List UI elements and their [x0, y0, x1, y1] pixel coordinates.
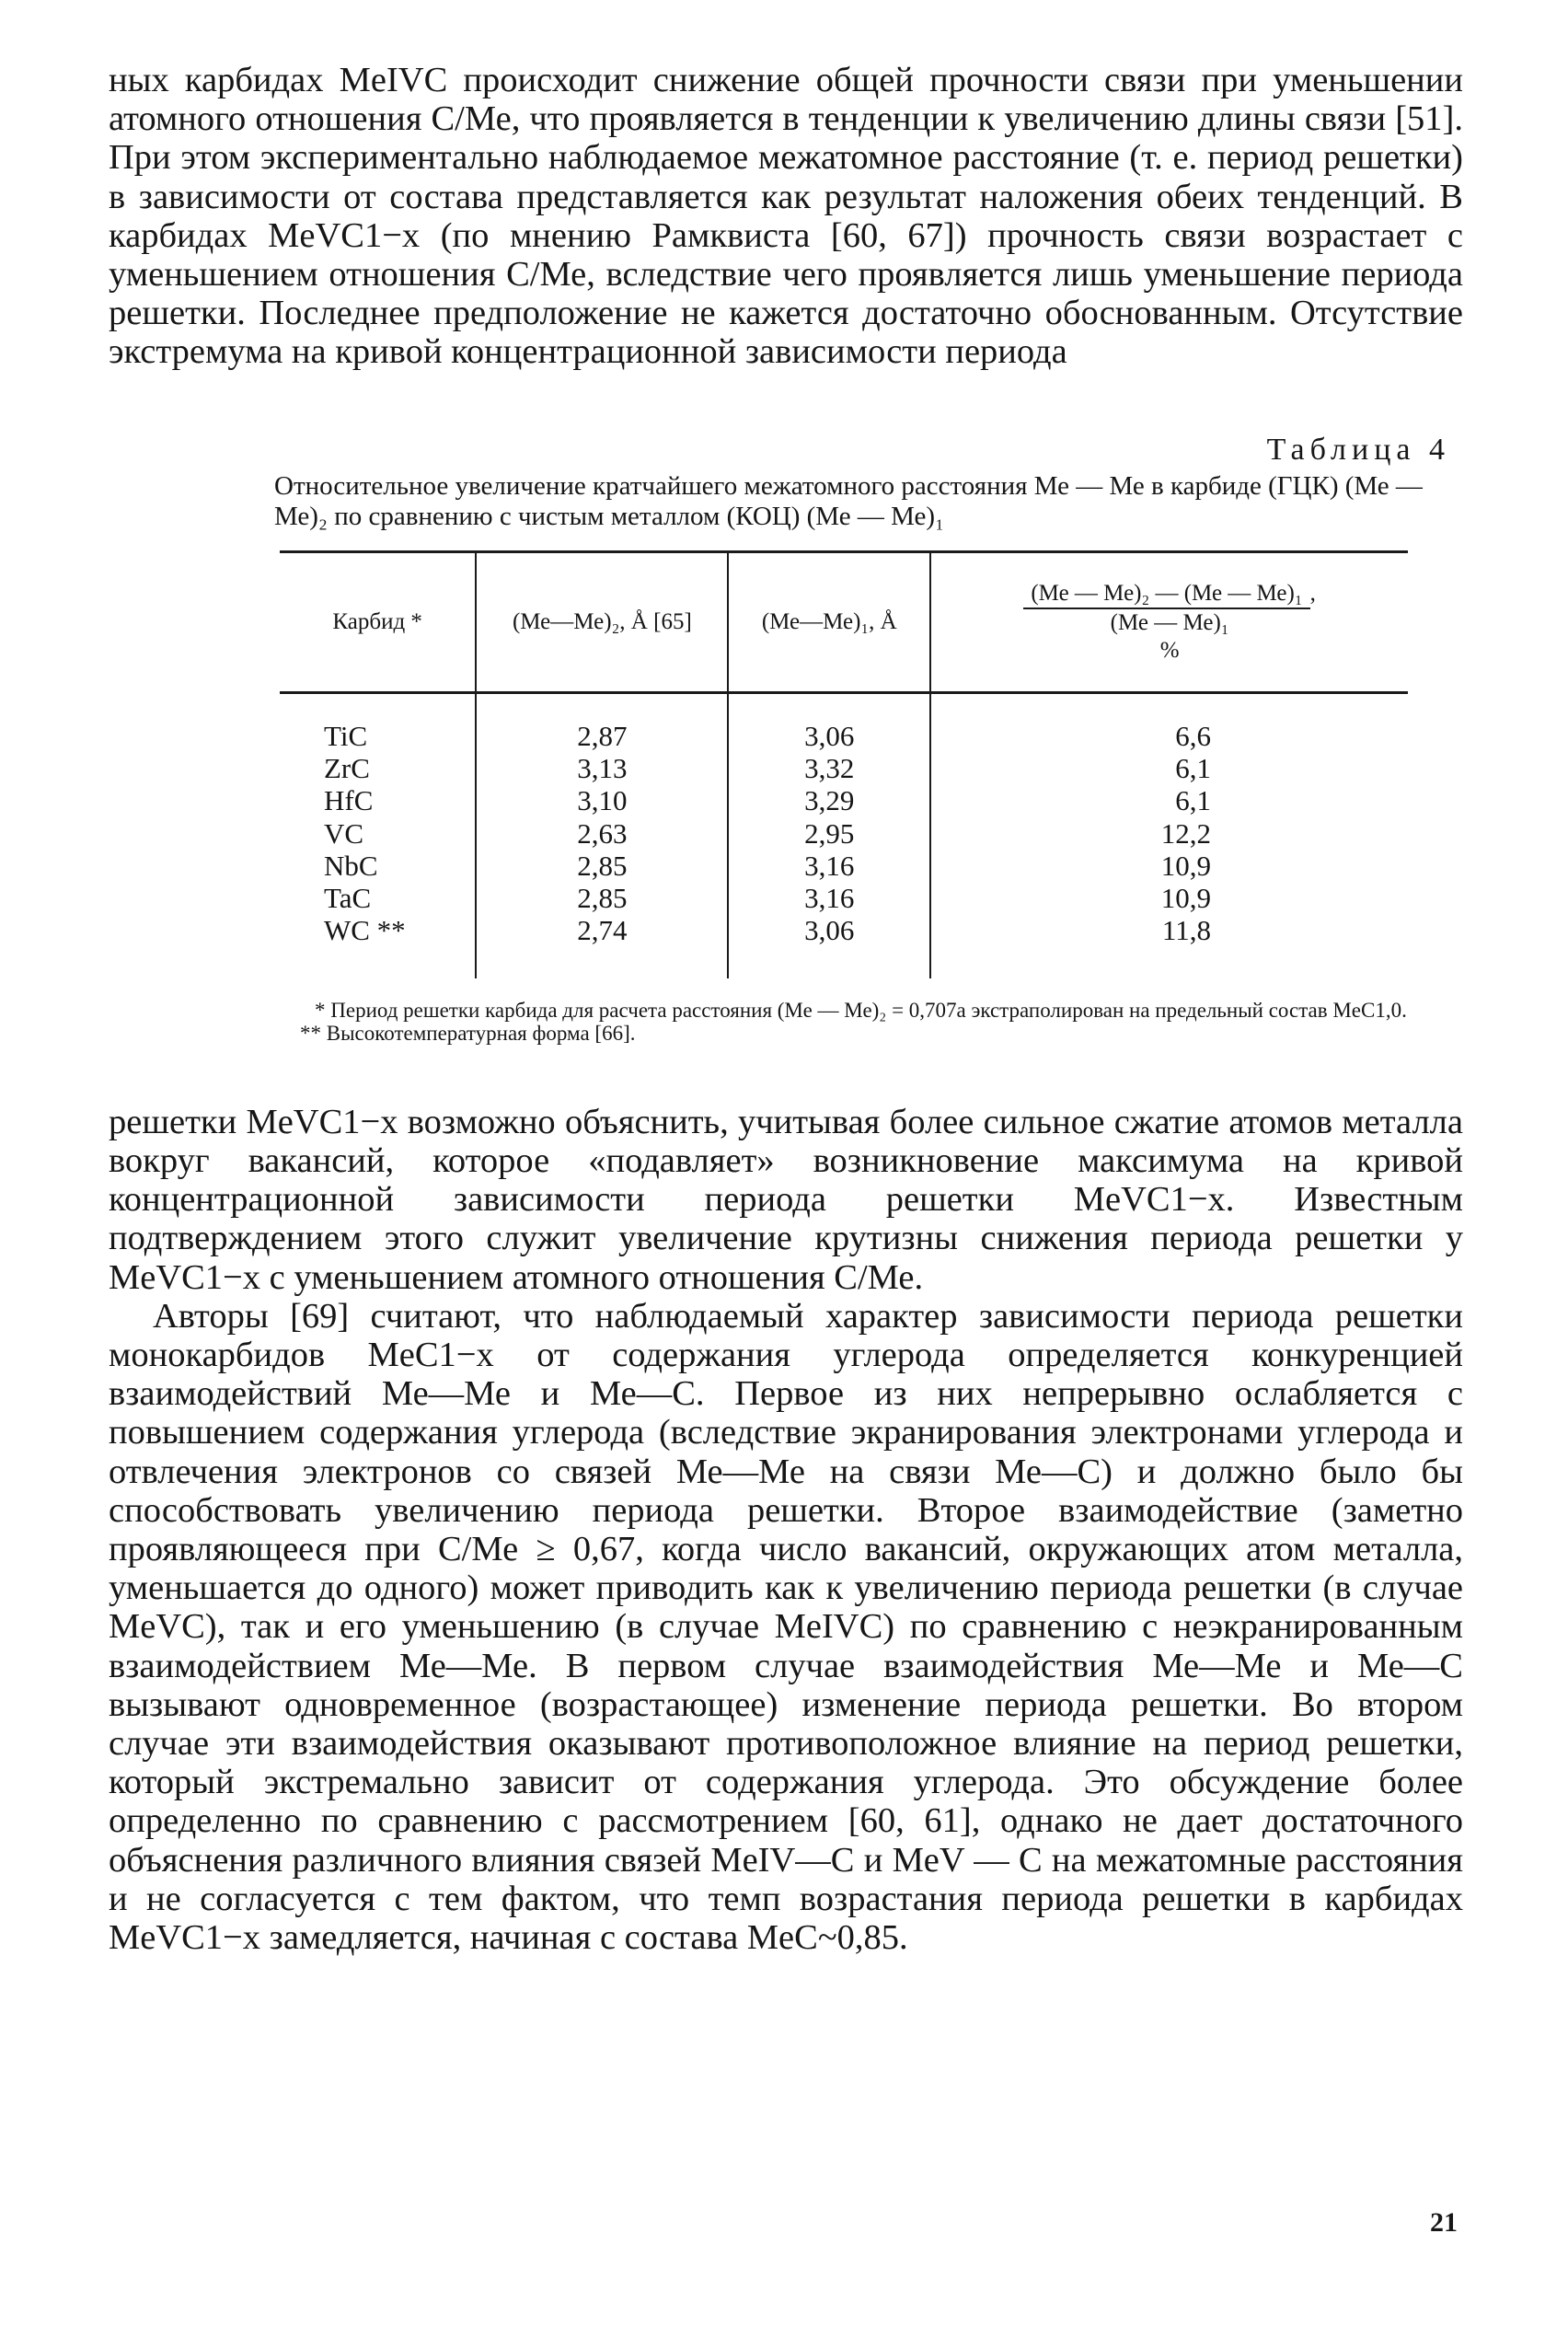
- header-me-me-1: (Ме—Ме)₁, Å: [728, 551, 930, 692]
- table-caption: Относительное увеличение кратчайшего межатомного расстояния Ме — Ме в карбиде (ГЦК) (Ме — Ме)₂ по сравнению с чистым металлом (КОЦ) (Ме — Ме)₁: [274, 470, 1423, 531]
- footnote-high-temperature: ** Высокотемпературная форма [66].: [300, 1022, 636, 1046]
- paragraph-continued: решетки MeVC1−x возможно объяснить, учитывая более сильное сжатие атомов металла вокруг вакансий, которое «подавляет» возникновение максимума на кривой концентрационной зависимости периода решетки MeVC1−x. Известным подтверждением этого служит увеличение крутизны снижения периода решетки у MeVC1−x с уменьшением атомного отношения С/Ме.: [109, 1102, 1463, 1297]
- carbide-table: [280, 550, 1408, 978]
- paragraph-intro: ных карбидах MeIVC происходит снижение общей прочности связи при уменьшении атомного отношения С/Ме, что проявляется в тенденции к увеличению длины связи [51]. При этом экспериментально наблюдаемое межатомное расстояние (т. е. период решетки) в зависимости от состава представляется как результат наложения обеих тенденций. В карбидах MeVC1−x (по мнению Рамквиста [60, 67]) прочность связи возрастает с уменьшением отношения С/Ме, вследствие чего проявляется лишь уменьшение периода решетки. Последнее предположение не кажется достаточно обоснованным. Отсутствие экстремума на кривой концентрационной зависимости периода: [109, 61, 1463, 372]
- table-caption-block: [274, 433, 1454, 532]
- carbide-column: TiC ZrC HfC VC NbC TaC WC **: [324, 719, 406, 947]
- page-number: 21: [1430, 2207, 1458, 2238]
- table-label: Таблица 4: [1266, 432, 1450, 467]
- me-me-1-column: 3,06 3,32 3,29 2,95 3,16 3,16 3,06: [728, 692, 930, 978]
- header-increase-unit: %: [1159, 637, 1180, 663]
- increase-column: 6,6 6,1 6,1 12,2 10,9 10,9 11,8: [930, 692, 1408, 978]
- table-header-row: [280, 551, 1408, 692]
- paragraph-authors: Авторы [69] считают, что наблюдаемый характер зависимости периода решетки монокарбидов MeC1−x от содержания углерода определяется конкуренцией взаимодействий Ме—Ме и Ме—С. Первое из них непрерывно ослабляется с повышением содержания углерода (вследствие экранирования электронами углерода и отвлечения электронов со связей Ме—Ме на связи Ме—С) и должно было бы способствовать увеличению периода решетки. Второе взаимодействие (заметно проявляющееся при С/Ме ≥ 0,67, когда число вакансий, окружающих атом металла, уменьшается до одного) может приводить как к увеличению периода решетки (в случае MeVC), так и его уменьшению (в случае MeIVC) по сравнению с неэкранированным взаимодействием Ме—Ме. В первом случае взаимодействия Ме—Ме и Ме—С вызывают одновременное (возрастающее) изменение периода решетки. Во втором случае эти взаимодействия оказывают противоположное влияние на период решетки, который экстремально зависит от содержания углерода. Это обсуждение более определенно по сравнению с рассмотрением [60, 61], однако не дает достаточного объяснения различного влияния связей MeIV—С и MeV — С на межатомные расстояния и не согласуется с тем фактом, что темп возрастания периода решетки в карбидах MeVC1−x замедляется, начиная с состава MeC~0,85.: [109, 1296, 1463, 1957]
- me-me-2-column: 2,87 3,13 3,10 2,63 2,85 2,85 2,74: [476, 692, 728, 978]
- table-footnotes: [278, 999, 1463, 1046]
- header-increase: (Ме — Ме)₂ — (Ме — Ме)₁ , (Ме — Ме)₁ %: [930, 551, 1408, 692]
- header-increase-denominator: (Ме — Ме)₁: [1110, 609, 1229, 635]
- header-increase-numerator: (Ме — Ме)₂ — (Ме — Ме)₁: [1023, 580, 1309, 609]
- header-carbide: Карбид *: [280, 551, 476, 692]
- table-body-row: [280, 692, 1408, 978]
- header-me-me-2: (Ме—Ме)₂, Å [65]: [476, 551, 728, 692]
- footnote-lattice-period: * Период решетки карбида для расчета расстояния (Ме — Ме)₂ = 0,707a экстраполирован на предельный состав MeC1,0.: [315, 998, 1407, 1022]
